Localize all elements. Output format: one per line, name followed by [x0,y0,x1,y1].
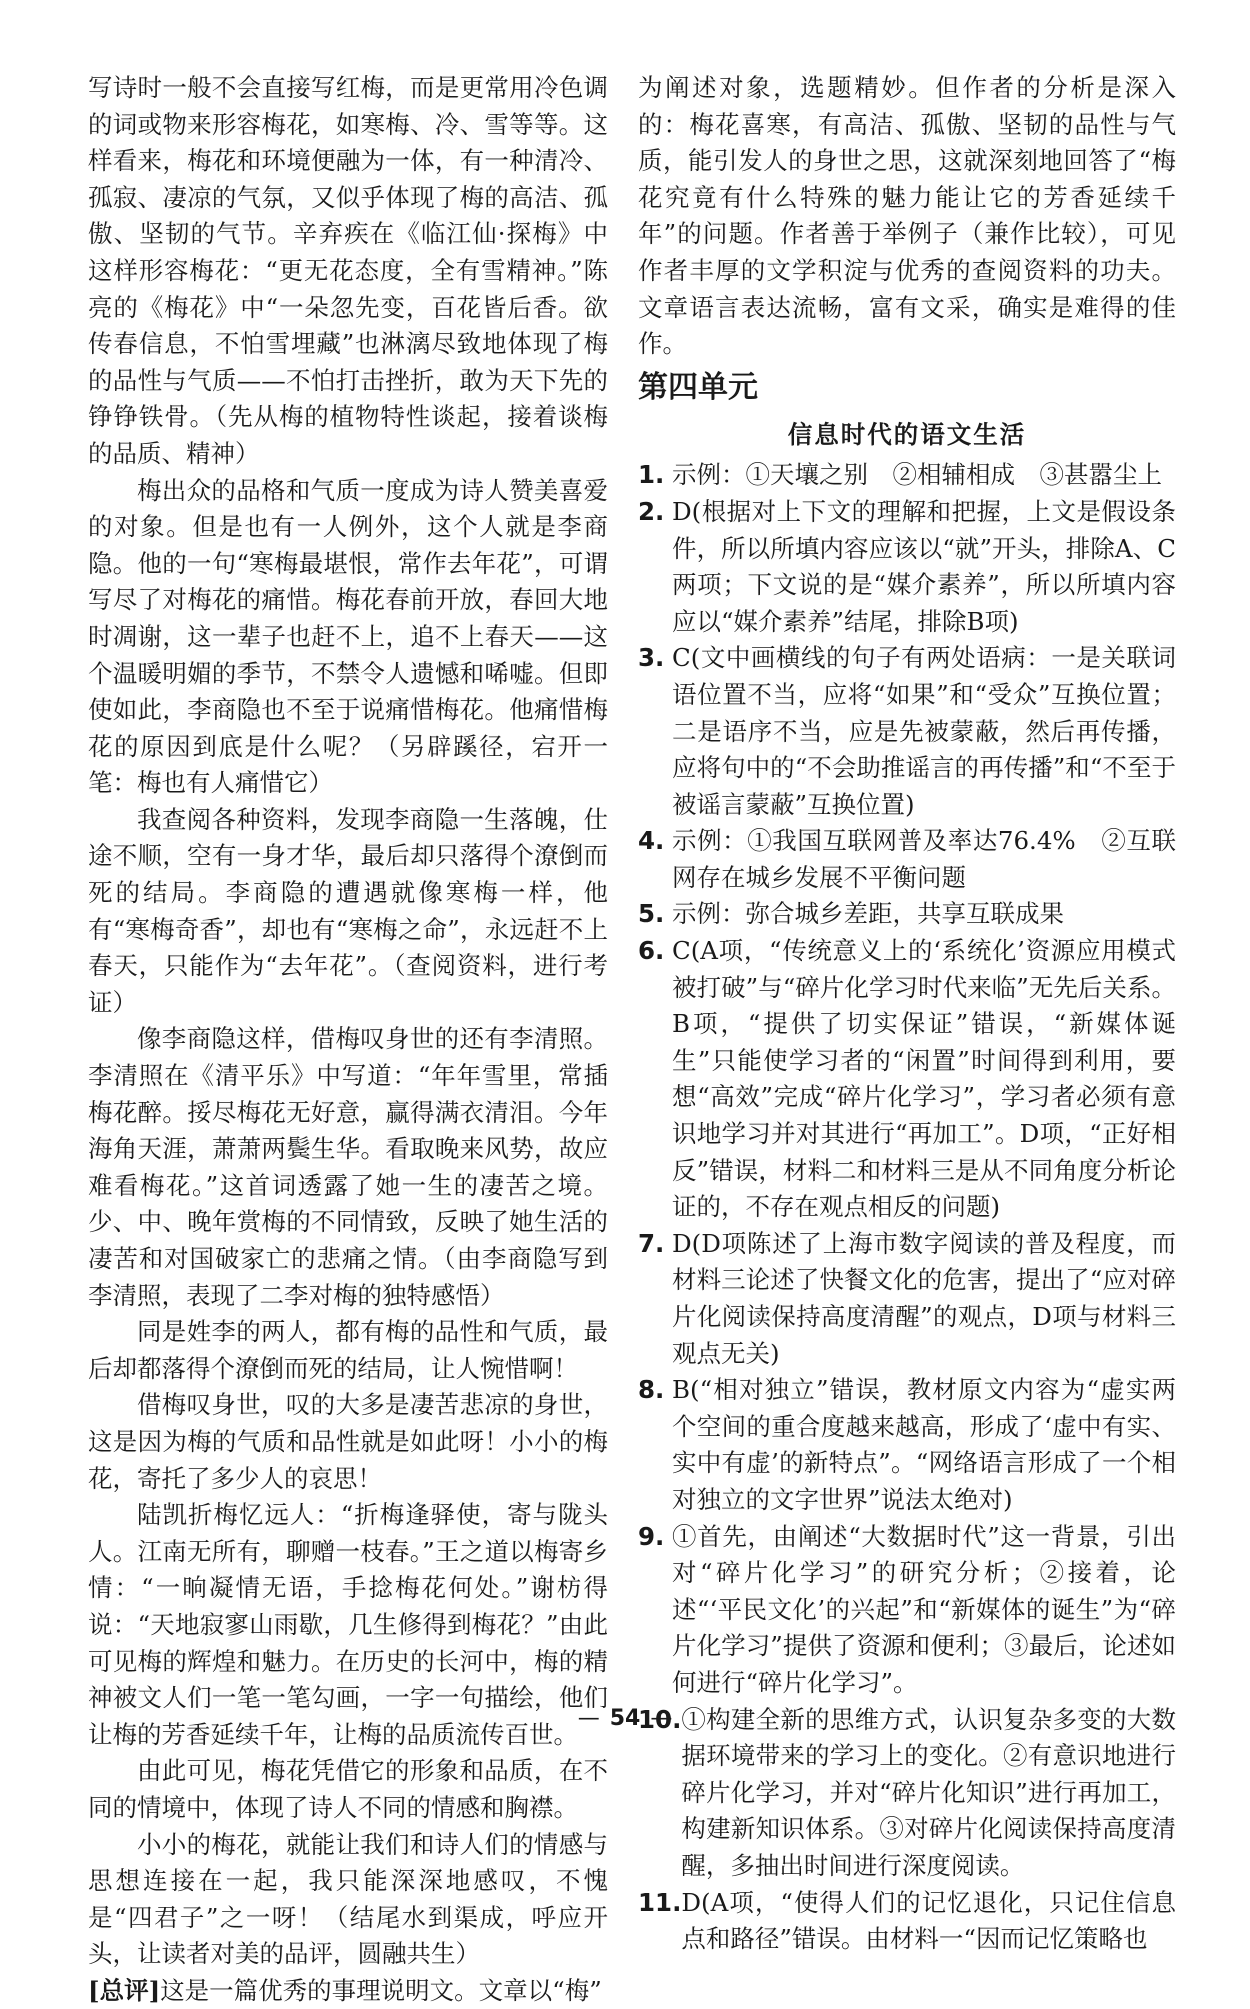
unit-title: 第四单元 [638,369,758,405]
answer-text: 示例：①天壤之别 ②相辅相成 ③甚嚣尘上 [672,460,1162,490]
review-continuation: 为阐述对象，选题精妙。但作者的分析是深入的：梅花喜寒，有高洁、孤傲、坚韧的品性与气质，能引发人的身世之思，这就深刻地回答了“梅花究竟有什么特殊的魅力能让它的芳香延续千年”的问题。作者善于举例子（兼作比较），可见作者丰厚的文学积淀与优秀的查阅资料的功夫。文章语言表达流畅，富有文采，确实是难得的佳作。 [638,73,1176,359]
answer-text: C(文中画横线的句子有两处语病：一是关联词语位置不当，应将“如果”和“受众”互换位置；二是语序不当，应是先被蒙蔽，然后再传播，应将句中的“不会助推谣言的再传播”和“不至于被谣言蒙蔽”互换位置) [672,643,1176,819]
paragraph: 像李商隐这样，借梅叹身世的还有李清照。李清照在《清平乐》中写道：“年年雪里，常插梅花醉。挼尽梅花无好意，赢得满衣清泪。今年海角天涯，萧萧两鬓生华。看取晚来风势，故应难看梅花。”这首词透露了她一生的凄苦之境。少、中、晚年赏梅的不同情致，反映了她生活的凄苦和对国破家亡的悲痛之情。（由李商隐写到李清照，表现了二李对梅的独特感悟） [88,1024,608,1310]
review-paragraph [88,1973,608,2009]
answer-text: D(A项，“使得人们的记忆退化，只记住信息点和路径”错误。由材料一“因而记忆策略也 [681,1887,1176,1954]
answer-text: ①构建全新的思维方式，认识复杂多变的大数据环境带来的学习上的变化。②有意识地进行碎片化学习，并对“碎片化知识”进行再加工，构建新知识体系。③对碎片化阅读保持高度清醒，多抽出时间进行深度阅读。 [681,1704,1176,1880]
paragraph: 借梅叹身世，叹的大多是凄苦悲凉的身世，这是因为梅的气质和品性就是如此呀！小小的梅花，寄托了多少人的哀思！ [88,1390,608,1493]
answer-number: 5. [638,899,665,929]
answer-item [638,494,1176,640]
answer-item [638,1226,1176,1372]
answer-text: 示例：①我国互联网普及率达76.4% ②互联网存在城乡发展不平衡问题 [672,826,1176,892]
answer-number: 11. [638,1887,682,1917]
answer-text: B(“相对独立”错误，教材原文内容为“虚实两个空间的重合度越来越高，形成了‘虚中有实、实中有虚’的新特点”。“网络语言形成了一个相对独立的文字世界”说法太绝对) [672,1375,1176,1514]
answer-item [638,1885,1176,1958]
answer-text: ①首先，由阐述“大数据时代”这一背景，引出对“碎片化学习”的研究分析；②接着，论述“‘平民文化’的兴起”和“新媒体的诞生”为“碎片化学习”提供了资源和便利；③最后，论述如何进行“碎片化学习”。 [672,1521,1176,1697]
answer-number: 7. [638,1228,665,1258]
right-column [638,70,1176,1958]
answer-text: 示例：弥合城乡差距，共享互联成果 [672,899,1064,929]
answer-number: 2. [638,496,665,526]
page-number: — 54 — [0,1706,1250,1731]
answer-text: D(D项陈述了上海市数字阅读的普及程度，而材料三论述了快餐文化的危害，提出了“应对碎片化阅读保持高度清醒”的观点，D项与材料三观点无关) [672,1228,1176,1368]
paragraph: 由此可见，梅花凭借它的形象和品质，在不同的情境中，体现了诗人不同的情感和胸襟。 [88,1756,608,1822]
answer-number: 1. [638,460,665,490]
paragraph: 小小的梅花，就能让我们和诗人们的情感与思想连接在一起，我只能深深地感叹，不愧是“四君子”之一呀！（结尾水到渠成，呼应开头，让读者对美的品评，圆融共生） [88,1829,608,1969]
paragraph: 陆凯折梅忆远人：“折梅逢驿使，寄与陇头人。江南无所有，聊赠一枝春。”王之道以梅寄乡情：“一晌凝情无语，手捻梅花何处。”谢枋得说：“天地寂寥山雨歇，几生修得到梅花？”由此可见梅的辉煌和魅力。在历史的长河中，梅的精神被文人们一笔一笔勾画，一字一句描绘，他们让梅的芳香延续千年，让梅的品质流传百世。 [88,1500,608,1749]
answer-item [638,896,1176,933]
answer-text: D(根据对上下文的理解和把握，上文是假设条件，所以所填内容应该以“就”开头，排除A、C两项；下文说的是“媒介素养”，所以所填内容应以“媒介素养”结尾，排除B项) [672,496,1176,636]
paragraph: 写诗时一般不会直接写红梅，而是更常用冷色调的词或物来形容梅花，如寒梅、冷、雪等等。这样看来，梅花和环境便融为一体，有一种清冷、孤寂、凄凉的气氛，又似乎体现了梅的高洁、孤傲、坚韧的气节。辛弃疾在《临江仙·探梅》中这样形容梅花：“更无花态度，全有雪精神。”陈亮的《梅花》中“一朵忽先变，百花皆后香。欲传春信息，不怕雪埋藏”也淋漓尽致地体现了梅的品性与气质——不怕打击挫折，敢为天下先的铮铮铁骨。（先从梅的植物特性谈起，接着谈梅的品质、精神） [88,73,608,468]
answer-number: 9. [638,1521,665,1551]
section-title: 信息时代的语文生活 [787,419,1027,449]
answer-number: 6. [638,936,665,966]
paragraph: 同是姓李的两人，都有梅的品性和气质，最后却都落得个潦倒而死的结局，让人惋惜啊！ [88,1317,608,1383]
review-label: [总评] [88,1975,161,2005]
paragraph: 我查阅各种资料，发现李商隐一生落魄，仕途不顺，空有一身才华，最后却只落得个潦倒而死的结局。李商隐的遭遇就像寒梅一样，他有“寒梅奇香”，却也有“寒梅之命”，永远赶不上春天，只能作为“去年花”。（查阅资料，进行考证） [88,804,608,1017]
answer-item [638,1372,1176,1518]
answer-item [638,640,1176,823]
answer-text: C(A项，“传统意义上的‘系统化’资源应用模式被打破”与“碎片化学习时代来临”无先后关系。B项，“提供了切实保证”错误，“新媒体诞生”只能使学习者的“闲置”时间得到利用，要想“高效”完成“碎片化学习”，学习者必须有意识地学习并对其进行“再加工”。D项，“正好相反”错误，材料二和材料三是从不同角度分析论证的，不存在观点相反的问题) [672,936,1176,1222]
answer-number: 4. [638,826,665,856]
answer-number: 8. [638,1375,665,1405]
answer-item [638,1519,1176,1702]
answer-item [638,823,1176,896]
paragraph: 梅出众的品格和气质一度成为诗人赞美喜爱的对象。但是也有一人例外，这个人就是李商隐。他的一句“寒梅最堪恨，常作去年花”，可谓写尽了对梅花的痛惜。梅花春前开放，春回大地时凋谢，这一辈子也赶不上，追不上春天——这个温暖明媚的季节，不禁令人遗憾和唏嘘。但即使如此，李商隐也不至于说痛惜梅花。他痛惜梅花的原因到底是什么呢？（另辟蹊径，宕开一笔：梅也有人痛惜它） [88,475,608,798]
answer-number: 3. [638,643,665,673]
answer-number: 10. [638,1704,682,1734]
review-text: 这是一篇优秀的事理说明文。文章以“梅” [160,1975,602,2005]
answer-item [638,933,1176,1226]
answer-item [638,457,1176,494]
